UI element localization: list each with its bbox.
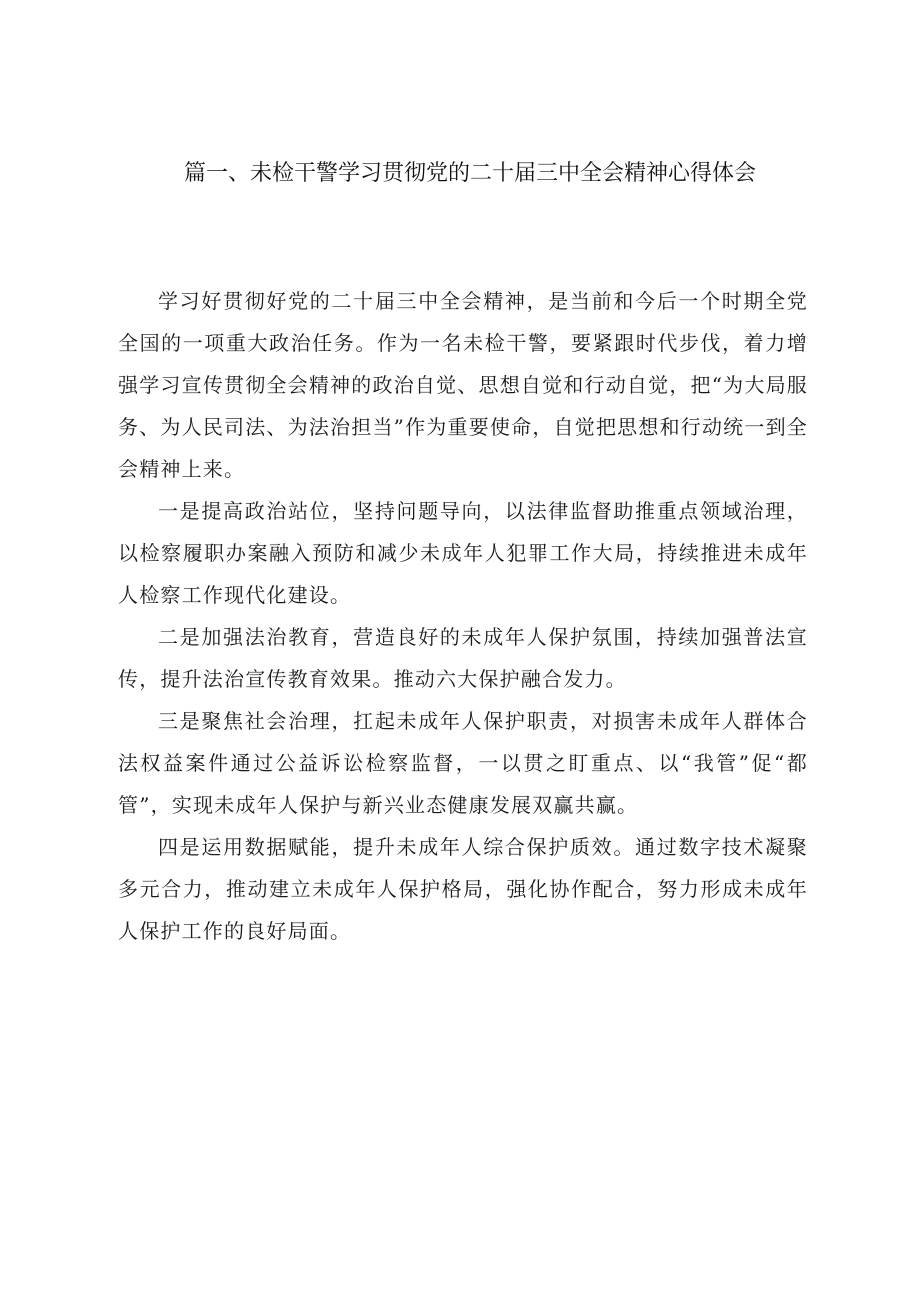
paragraph-intro: 学习好贯彻好党的二十届三中全会精神，是当前和今后一个时期全党全国的一项重大政治任务。作为一名未检干警，要紧跟时代步伐，着力增强学习宣传贯彻全会精神的政治自觉、思想自觉和行动自觉，把“为大局服务、为人民司法、为法治担当”作为重要使命，自觉把思想和行动统一到全会精神上来。	[118, 289, 808, 481]
paragraph-point-four: 四是运用数据赋能，提升未成年人综合保护质效。通过数字技术凝聚多元合力，推动建立未成年人保护格局，强化协作配合，努力形成未成年人保护工作的良好局面。	[118, 835, 808, 943]
paragraph-point-three: 三是聚焦社会治理，扛起未成年人保护职责，对损害未成年人群体合法权益案件通过公益诉讼检察监督，一以贯之盯重点、以“我管”促“都管”，实现未成年人保护与新兴业态健康发展双赢共赢。	[118, 709, 808, 817]
document-body	[118, 280, 808, 952]
document-title: 篇一、未检干警学习贯彻党的二十届三中全会精神心得体会	[183, 161, 756, 186]
paragraph-point-one: 一是提高政治站位，坚持问题导向，以法律监督助推重点领域治理，以检察履职办案融入预防和减少未成年人犯罪工作大局，持续推进未成年人检察工作现代化建设。	[118, 499, 808, 607]
paragraph-point-two: 二是加强法治教育，营造良好的未成年人保护氛围，持续加强普法宣传，提升法治宣传教育效果。推动六大保护融合发力。	[118, 625, 808, 691]
